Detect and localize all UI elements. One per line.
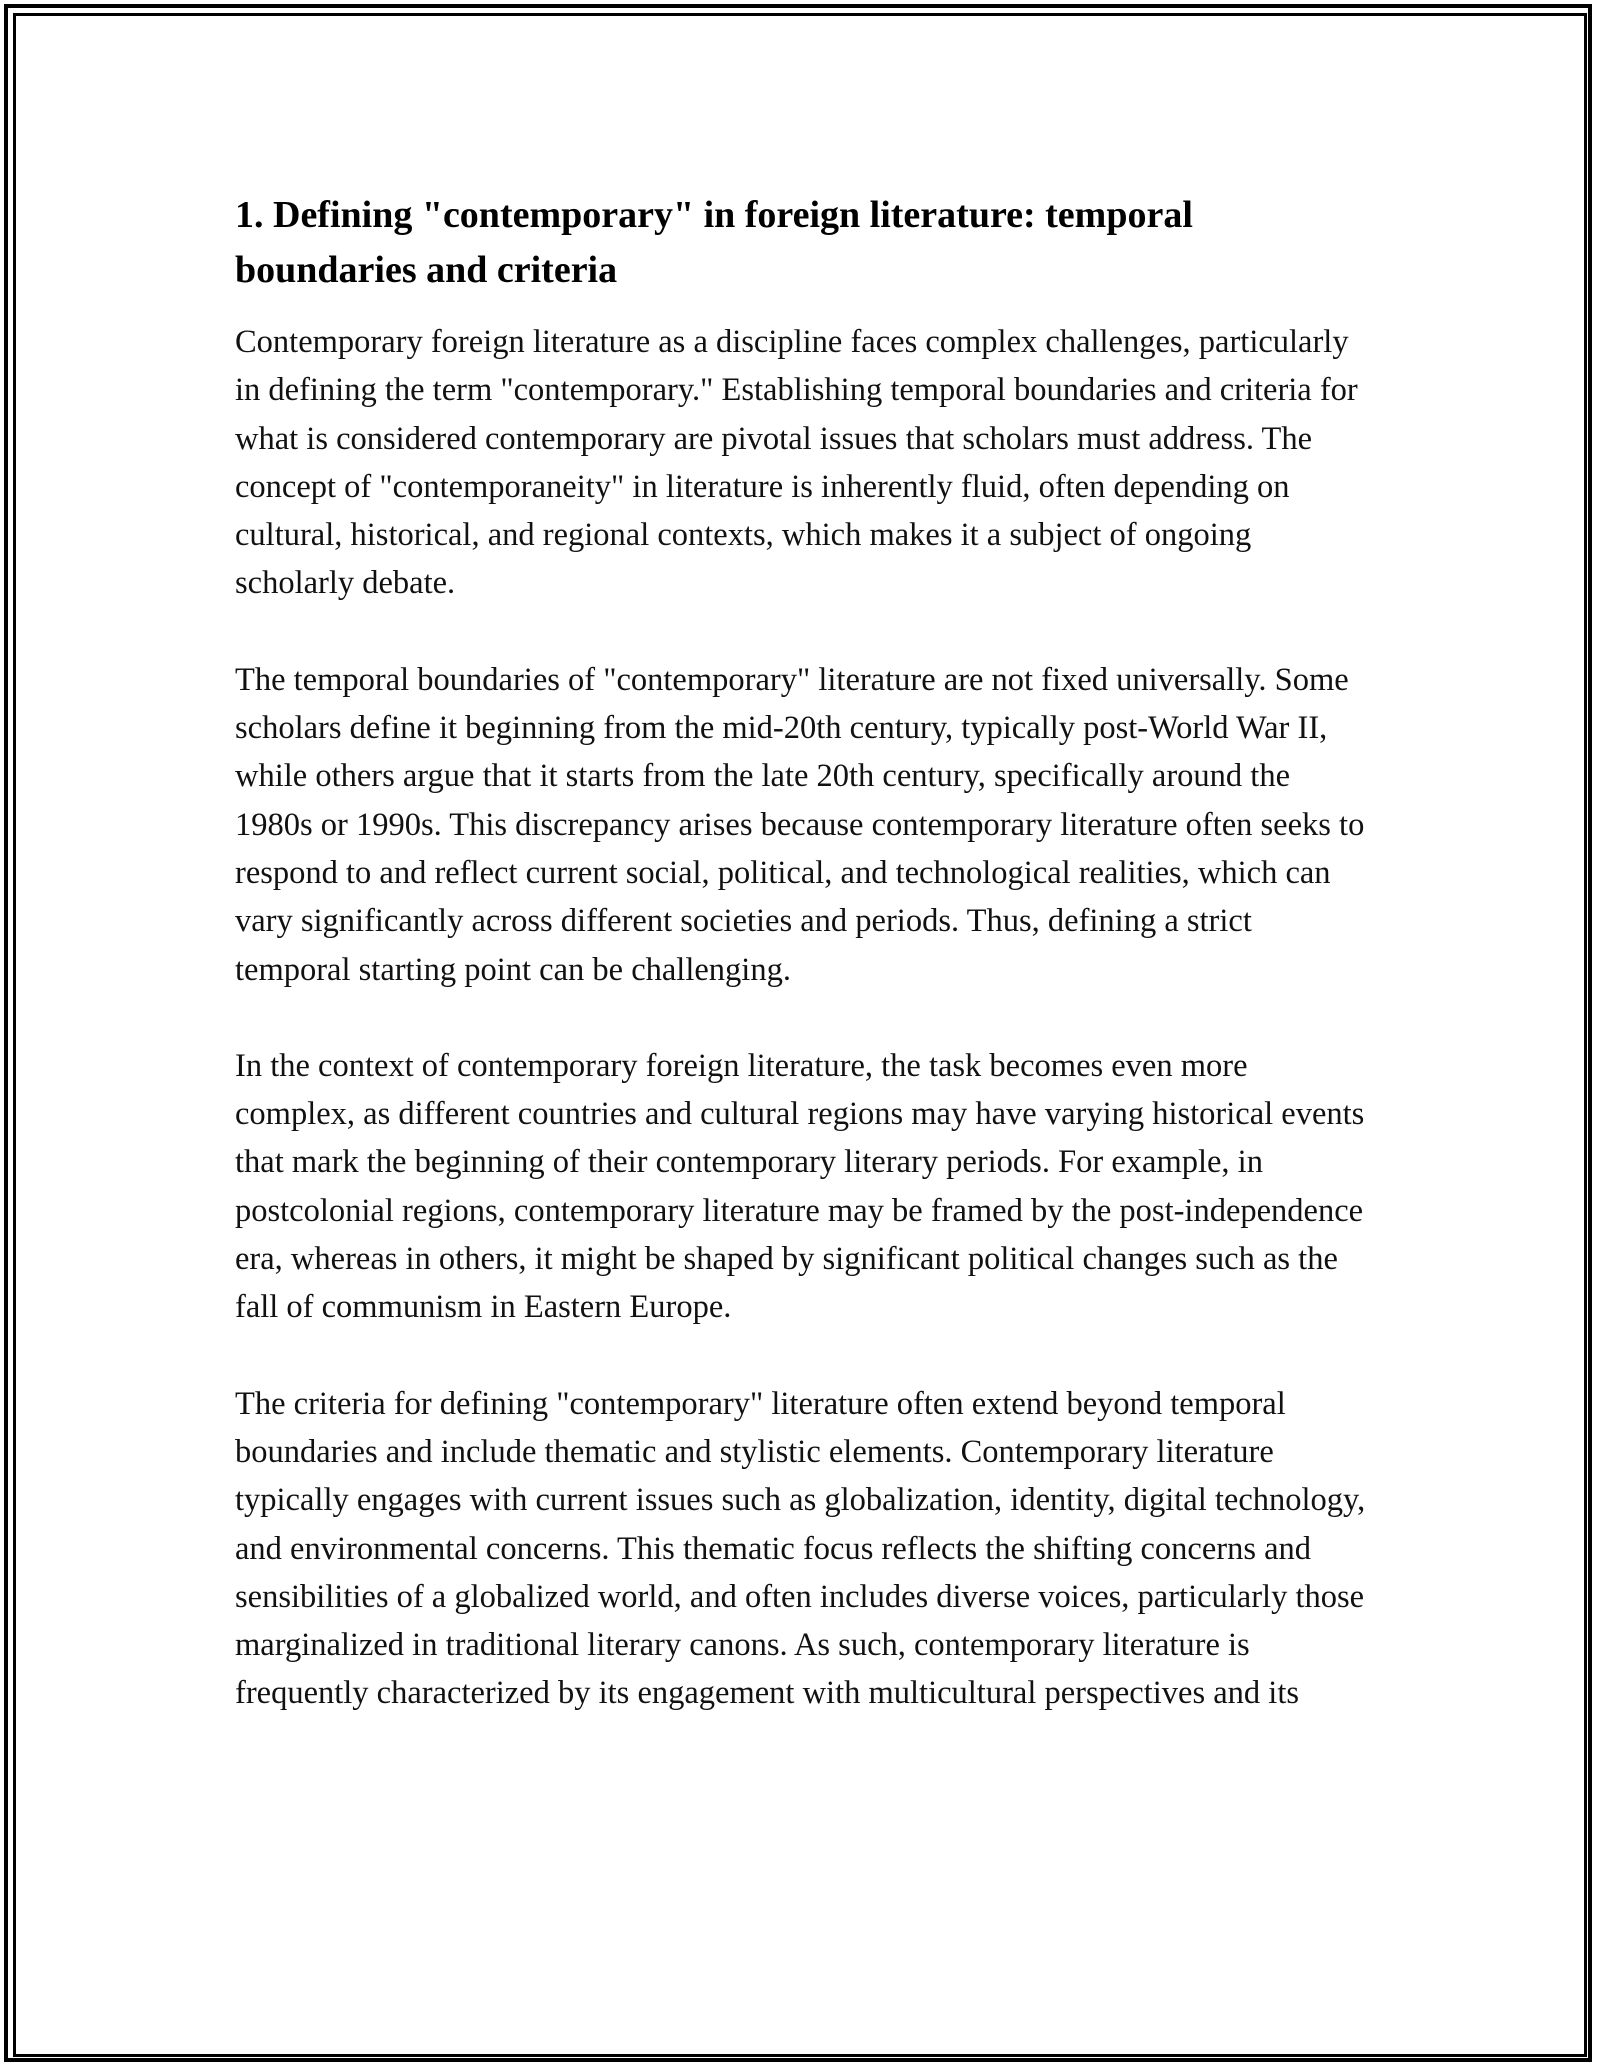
document-body xyxy=(235,188,1375,1718)
paragraph-1: Contemporary foreign literature as a discipline faces complex challenges, particularly in defining the term "contemporary." Establishing temporal boundaries and criteria for what is considered contemporary are pivotal issues that scholars must address. The concept of "contemporaneity" in literature is inherently fluid, often depending on cultural, historical, and regional contexts, which makes it a subject of ongoing scholarly debate. xyxy=(235,324,1358,602)
paragraph-3: In the context of contemporary foreign literature, the task becomes even more complex, as different countries and cultural regions may have varying historical events that mark the beginning of their contemporary literary periods. For example, in postcolonial regions, contemporary literature may be framed by the post-independence era, whereas in others, it might be shaped by significant political changes such as the fall of communism in Eastern Europe. xyxy=(235,1047,1365,1326)
paragraph-4: The criteria for defining "contemporary" literature often extend beyond temporal boundaries and include thematic and stylistic elements. Contemporary literature typically engages with current issues such as globalization, identity, digital technology, and environmental concerns. This thematic focus reflects the shifting concerns and sensibilities of a globalized world, and often includes diverse voices, particularly those marginalized in traditional literary canons. As such, contemporary literature is frequently characterized by its engagement with multicultural perspectives and its xyxy=(235,1385,1366,1712)
paragraph-2: The temporal boundaries of "contemporary" literature are not fixed universally. Some scholars define it beginning from the mid-20th century, typically post-World War II, while others argue that it starts from the late 20th century, specifically around the 1980s or 1990s. This discrepancy arises because contemporary literature often seeks to respond to and reflect current social, political, and technological realities, which can vary significantly across different societies and periods. Thus, defining a strict temporal starting point can be challenging. xyxy=(235,661,1365,988)
section-heading: 1. Defining "contemporary" in foreign literature: temporal boundaries and criteria xyxy=(235,194,1193,291)
